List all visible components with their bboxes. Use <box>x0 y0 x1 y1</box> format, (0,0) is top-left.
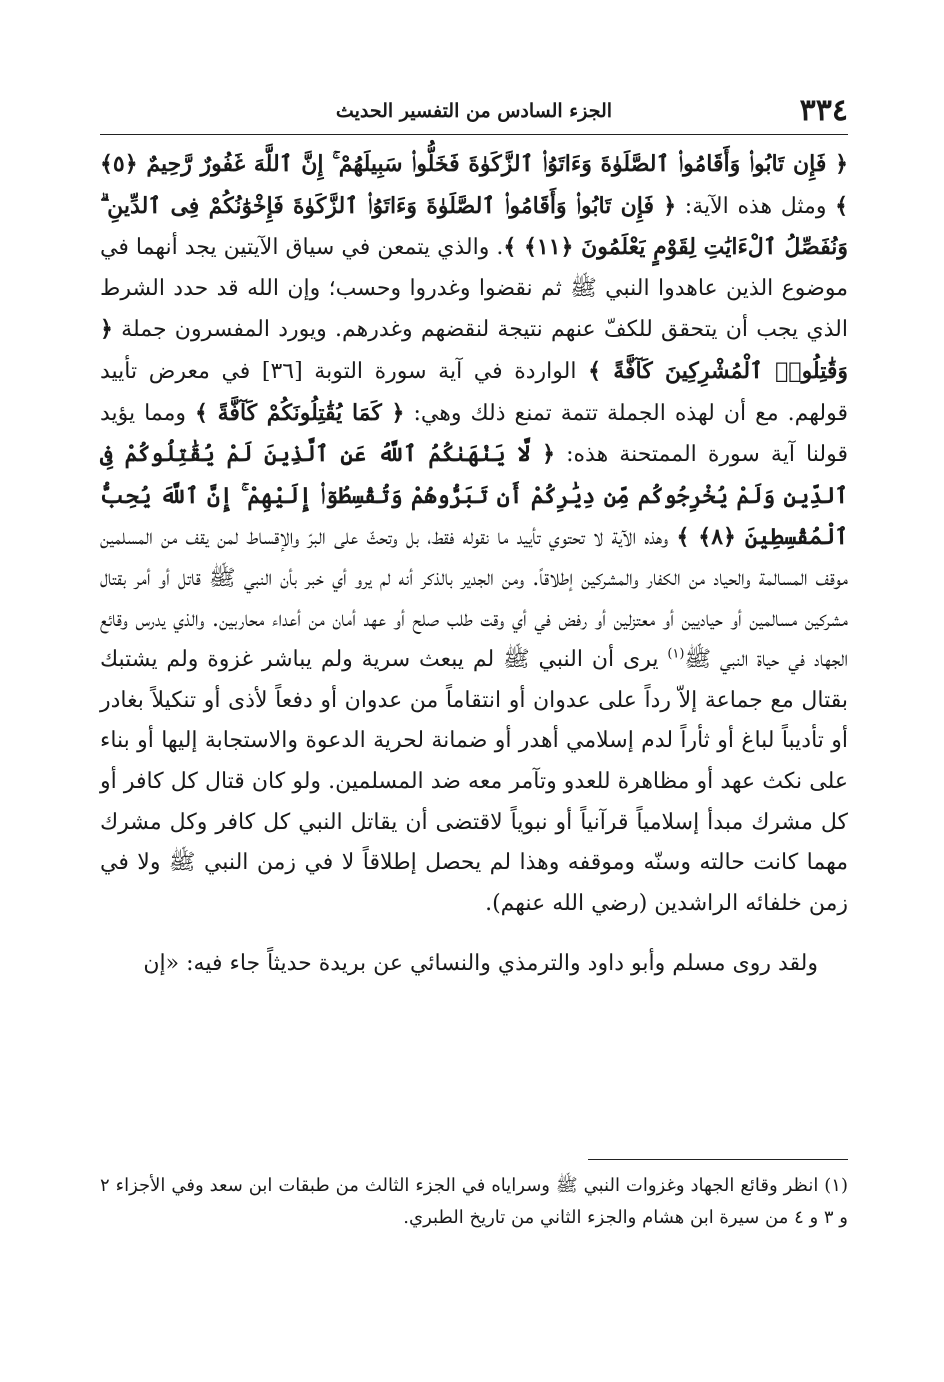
quran-verse: ﴿ فَإِن تَابُوا۟ وَأَقَامُوا۟ ٱلصَّلَوٰةَ وَءَاتَوُا۟ ٱلزَّكَوٰةَ فَخَلُّوا۟ سَبِيلَهُمْ ۚ إِنَّ ٱللَّهَ غَفُورٌ رَّحِيمٌ ﴿٥﴾ ﴾ <box>100 151 848 219</box>
page-number: ٣٣٤ <box>799 93 848 128</box>
footnote-text: (١) انظر وقائع الجهاد وغزوات النبي ﷺ وسراياه في الجزء الثالث من طبقات ابن سعد وفي الأجزاء ٢ و ٣ و ٤ من سيرة ابن هشام والجزء الثاني من تاريخ الطبري. <box>100 1175 848 1228</box>
text-segment: . والذي يتمعن في سياق الآيتين يجد أنهما في موضوع الذين عاهدوا النبي ﷺ ثم نقضوا وغدروا وحسب؛ وإن الله قد حدد الشرط الذي يجب أن يتحقق للكفّ عنهم نتيجة لنقضهم وغدرهم. ويورد المفسرون جملة <box>100 235 848 343</box>
paragraph-1 <box>100 144 848 924</box>
text-segment: ومما يؤيد قولنا آية سورة الممتحنة هذه: <box>100 400 848 468</box>
text-segment: ومثل هذه الآية: <box>676 193 836 219</box>
text-segment: وهذه الآية لا تحتوي تأييد ما نقوله فقط، بل وتحثّ على البرّ والإقساط لمن يقف من المسلمين موقف المسالمة والحياد من الكفار والمشركين إطلاقاً. ومن الجدير بالذكر أنه لم يرو أي خبر بأن النبي ﷺ قاتل أو أمر بقتال مشركين مسالمين أو حياديين أو معتزلين أو رفض في أي وقت طلب صلح أو عهد أمان من أعداء محاربين. والذي يدرس وقائع الجهاد في حياة النبي ﷺ <box>100 525 848 673</box>
footnote-separator <box>588 1159 848 1160</box>
quran-verse: ﴿ لَّا يَنْهَىٰكُمُ ٱللَّهُ عَنِ ٱلَّذِينَ لَمْ يُقَٰتِلُوكُمْ فِى ٱلدِّينِ وَلَمْ يُخْرِجُوكُم مِّن دِيَٰرِكُمْ أَن تَبَرُّوهُمْ وَتُقْسِطُوٓا۟ إِلَيْهِمْ ۚ إِنَّ ٱللَّهَ يُحِبُّ ٱلْمُقْسِطِينَ ﴿٨﴾ ﴾ <box>100 441 848 551</box>
quran-verse: ﴿ كَمَا يُقَٰتِلُونَكُمْ كَآفَّةً ﴾ <box>195 399 405 426</box>
quran-verse: ﴿ وَقَٰتِلُوا۟ ٱلْمُشْرِكِينَ كَآفَّةً ﴾ <box>100 316 848 384</box>
running-title: الجزء السادس من التفسير الحديث <box>335 100 613 122</box>
page-header <box>100 92 848 135</box>
paragraph-2: ولقد روى مسلم وأبو داود والترمذي والنسائي عن بريدة حديثاً جاء فيه: «إن <box>143 951 818 977</box>
text-segment: يرى أن النبي ﷺ لم يبعث سرية ولم يباشر غزوة ولم يشتبك بقتال مع جماعة إلاّ رداً على عدوان أو انتقاماً من عدوان أو دفعاً لأذى أو تنكيلاً بغادر أو تأديباً لباغ أو ثأراً لدم إسلامي أهدر أو ضمانة لحرية الدعوة والاستجابة إليها أو بناء على نكث عهد أو مظاهرة للعدو وتآمر معه ضد المسلمين. ولو كان قتال كل كافر أو كل مشرك مبدأ إسلامياً قرآنياً أو نبوياً لاقتضى أن يقاتل النبي كل كافر وكل مشرك مهما كانت حالته وسنّه وموقفه وهذا لم يحصل إطلاقاً لا في زمن النبي ﷺ ولا في زمن خلفائه الراشدين (رضي الله عنهم). <box>100 647 848 916</box>
footnote <box>100 1170 848 1234</box>
text-segment: الواردة في آية سورة التوبة [٣٦] في معرض تأييد قولهم. مع أن لهذه الجملة تتمة تمنع ذلك وهي: <box>100 358 848 426</box>
footnote-reference[interactable]: (١) <box>667 646 685 662</box>
main-text <box>100 144 848 985</box>
quran-verse: ﴿ فَإِن تَابُوا۟ وَأَقَامُوا۟ ٱلصَّلَوٰةَ وَءَاتَوُا۟ ٱلزَّكَوٰةَ فَإِخْوَٰنُكُمْ فِى ٱلدِّينِ ۗ وَنُفَصِّلُ ٱلْءَايَٰتِ لِقَوْمٍ يَعْلَمُونَ ﴿١١﴾ ﴾ <box>100 192 848 261</box>
